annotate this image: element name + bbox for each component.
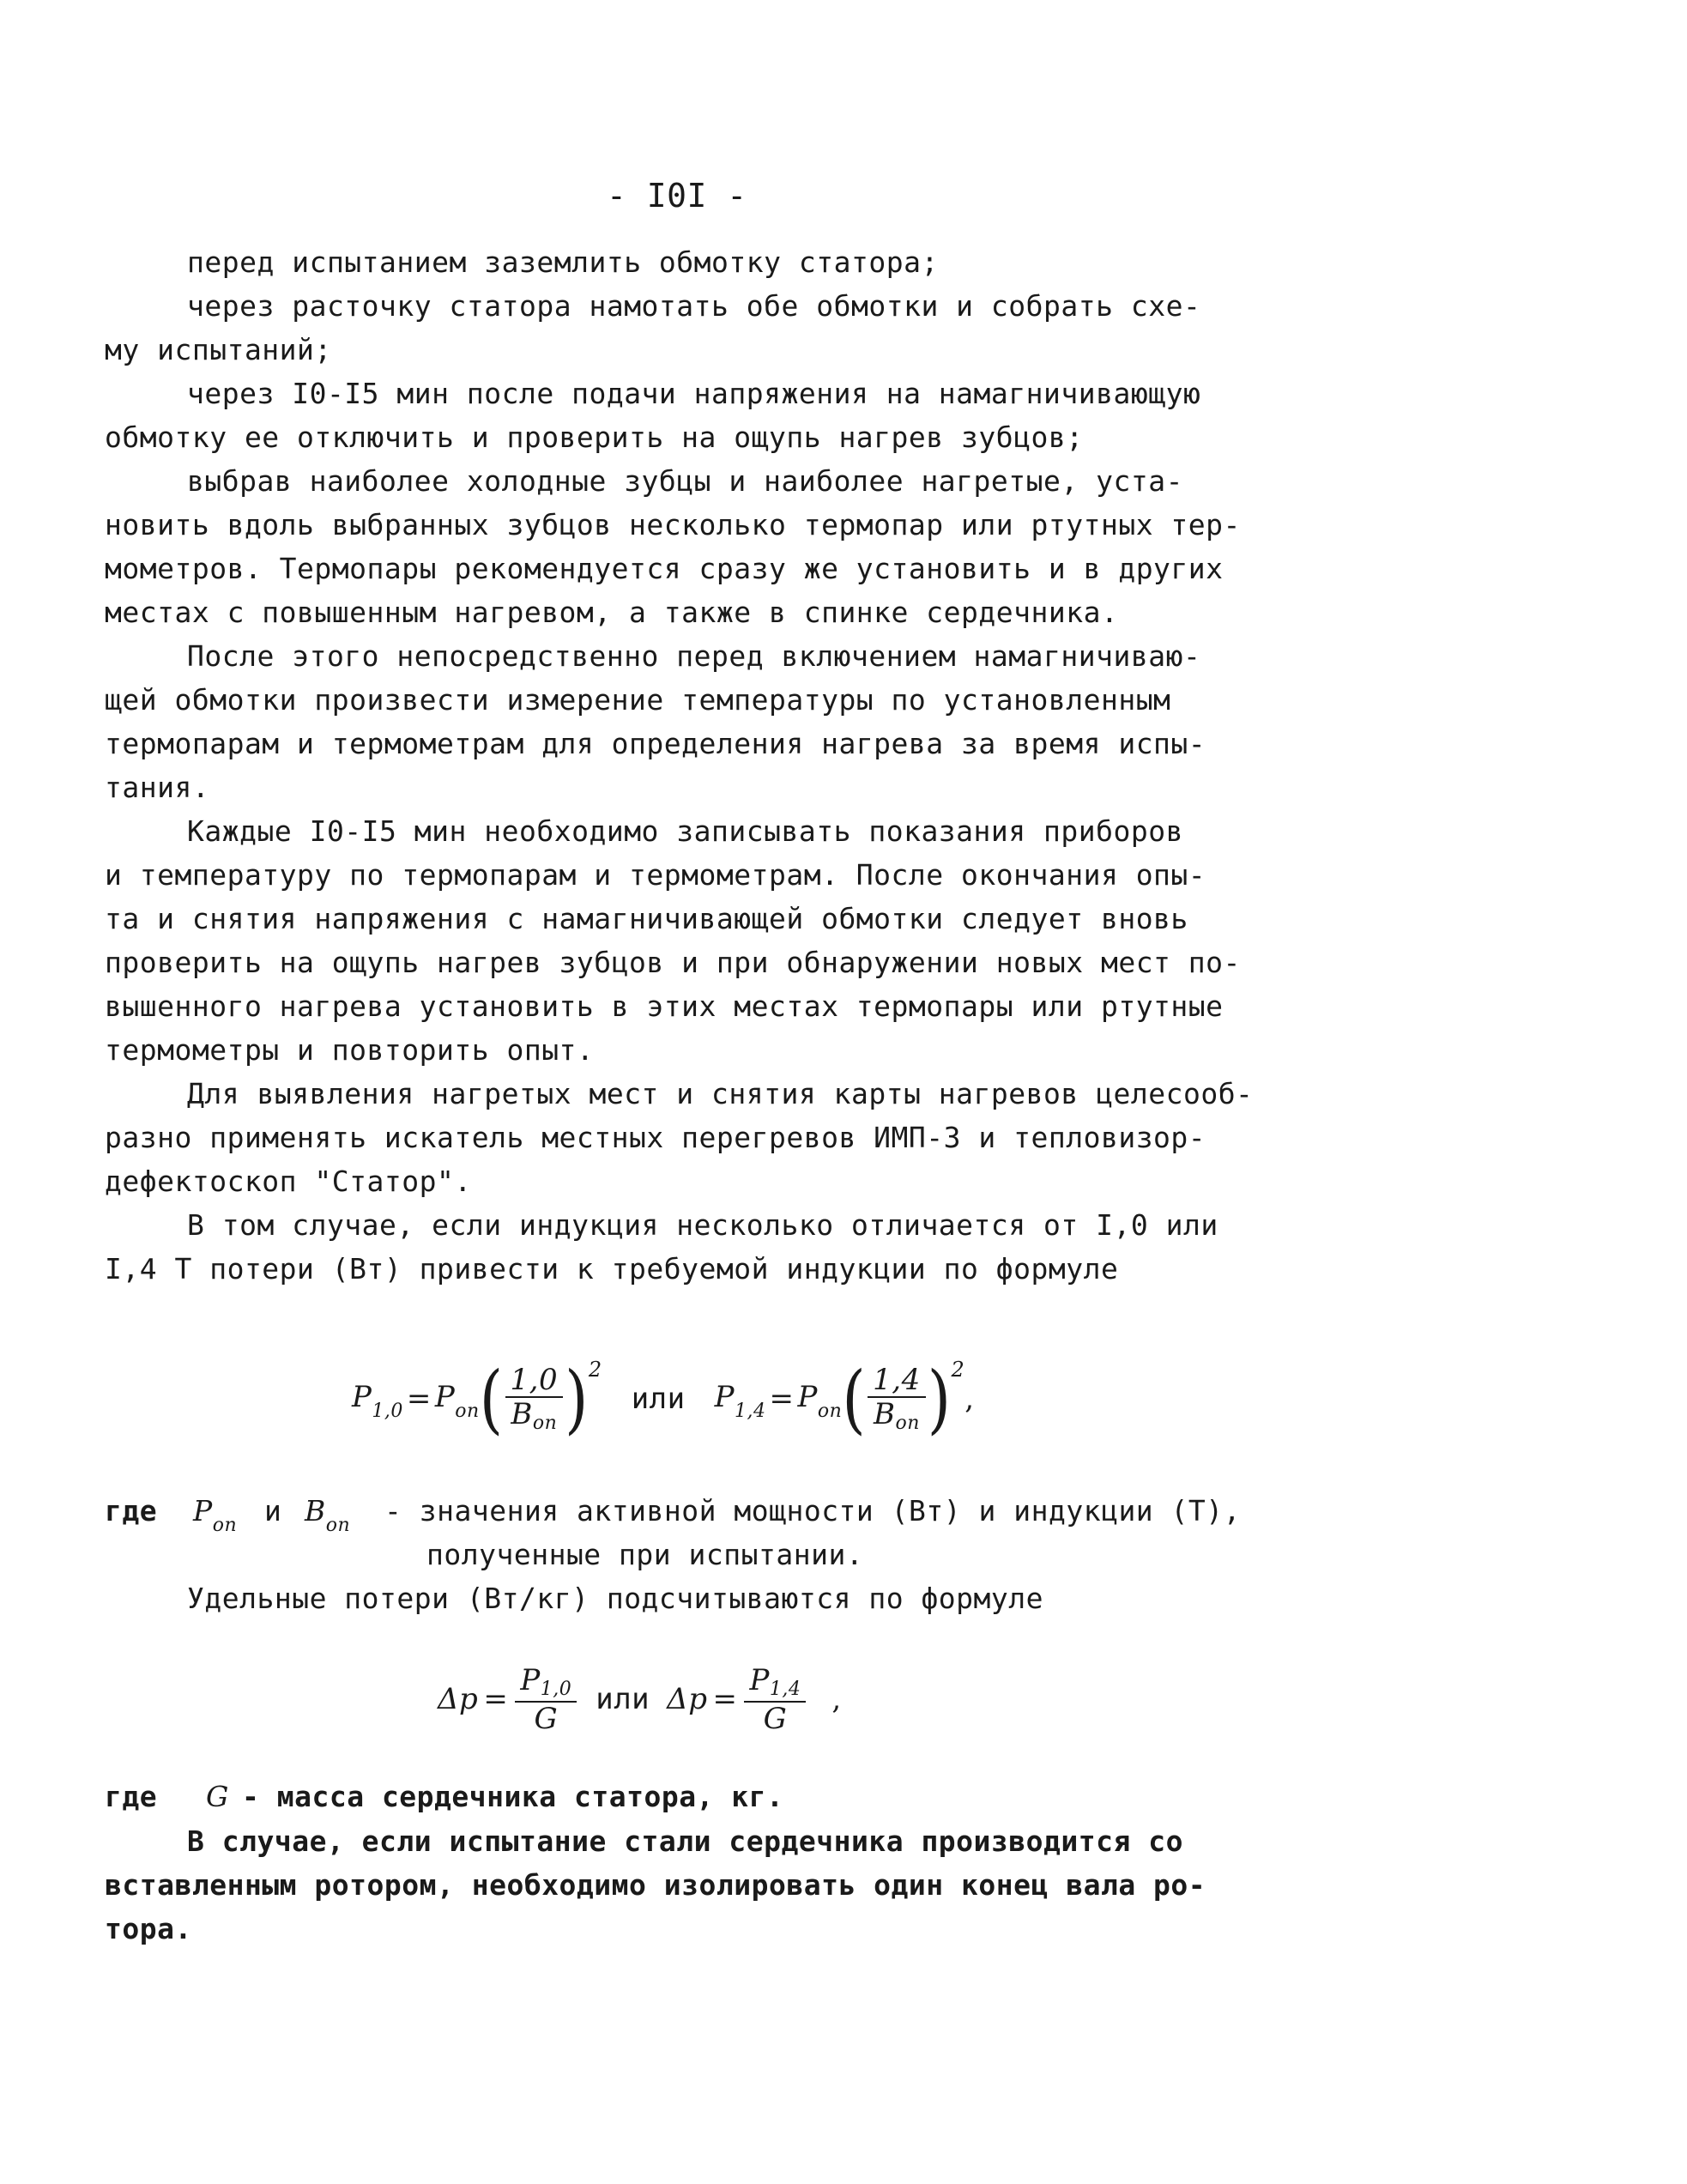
formula-fraction: $\frac{P1,4}{G}$	[744, 1664, 806, 1735]
formula-term: $P_{оп}$	[797, 1379, 843, 1422]
text-line: через расточку статора намотать обе обмотки и собрать схе-	[187, 289, 1201, 323]
formula-term: $P_{оп}$	[434, 1379, 480, 1422]
formula-symbol-g: G	[206, 1780, 229, 1813]
text-line: тора.	[105, 1912, 192, 1945]
text-line: та и снятия напряжения с намагничивающей обмотки следует вновь	[105, 902, 1188, 935]
where-definition: - значения активной мощности (Вт) и индукции (Т),	[384, 1494, 1242, 1528]
formula-specific-loss: Δp = $\frac{P1,0}{G}$ или Δp = $\frac{P1,4}{G}$ ,	[438, 1662, 842, 1736]
text-line: проверить на ощупь нагрев зубцов и при обнаружении новых мест по-	[105, 946, 1241, 979]
where-definition-cont: полученные при испытании.	[426, 1538, 864, 1571]
formula-symbol-p-op: $P_{оп}$	[193, 1494, 238, 1536]
text-line: выбрав наиболее холодные зубцы и наиболее нагретые, уста-	[187, 464, 1183, 498]
text-line: обмотку ее отключить и проверить на ощупь нагрев зубцов;	[105, 420, 1084, 454]
text-line: щей обмотки произвести измерение температуры по установленным	[105, 683, 1171, 717]
text-line: местах с повышенным нагревом, а также в спинке сердечника.	[105, 596, 1119, 629]
formula-fraction: $\frac{1,4}{\text{Bоп}}$	[868, 1364, 926, 1435]
where-and: и	[264, 1494, 282, 1528]
formula-fraction: $\frac{P1,0}{G}$	[515, 1664, 577, 1735]
text-line: В случае, если испытание стали сердечника производится со	[187, 1824, 1183, 1858]
formula-power-conversion: $P_{1,0}$ = $P_{оп}$ ( $\frac{1,0}{\text{Bоп}}$ ) 2 или $P_{1,4}$ = $P_{оп}$ ( $\frac{1,4}{\text{Bоп}}$ ) 2 ,	[352, 1354, 975, 1443]
text-line: термопарам и термометрам для определения нагрева за время испы-	[105, 727, 1206, 760]
text-line: вышенного нагрева установить в этих местах термопары или ртутные	[105, 989, 1224, 1023]
formula-symbol-b-op: $B_{оп}$	[305, 1494, 351, 1536]
formula-fraction: $\frac{1,0}{\text{Bоп}}$	[505, 1364, 564, 1435]
text-line: Для выявления нагретых мест и снятия карты нагревов целесооб-	[187, 1077, 1254, 1110]
formula-term: $P_{1,4}$	[714, 1379, 766, 1422]
text-line: Удельные потери (Вт/кг) подсчитываются по формуле	[187, 1582, 1044, 1615]
text-line: перед испытанием заземлить обмотку статора;	[187, 245, 939, 279]
formula-term: $P_{1,0}$	[352, 1379, 403, 1422]
text-line: разно применять искатель местных перегревов ИМП-3 и тепловизор-	[105, 1121, 1206, 1154]
text-line: Каждые I0-I5 мин необходимо записывать показания приборов	[187, 814, 1183, 848]
text-line: дефектоскоп "Статор".	[105, 1165, 472, 1198]
where-label: где	[105, 1494, 158, 1528]
text-line: вставленным ротором, необходимо изолировать один конец вала ро-	[105, 1868, 1206, 1902]
text-line: мометров. Термопары рекомендуется сразу же установить и в других	[105, 552, 1224, 585]
text-line: новить вдоль выбранных зубцов несколько термопар или ртутных тер-	[105, 508, 1241, 541]
where-label: где	[105, 1780, 158, 1813]
text-line: через I0-I5 мин после подачи напряжения на намагничивающую	[187, 377, 1201, 410]
text-line: В том случае, если индукция несколько отличается от I,0 или	[187, 1208, 1218, 1242]
text-line: I,4 Т потери (Вт) привести к требуемой индукции по формуле	[105, 1252, 1119, 1286]
page-number: - I0I -	[607, 177, 747, 215]
text-line: и температуру по термопарам и термометрам. После окончания опы-	[105, 858, 1206, 892]
text-line: После этого непосредственно перед включением намагничиваю-	[187, 639, 1201, 673]
text-line: му испытаний;	[105, 333, 332, 366]
text-line: термометры и повторить опыт.	[105, 1033, 595, 1067]
text-line: тания.	[105, 771, 210, 804]
where-definition: - масса сердечника статора, кг.	[242, 1780, 784, 1813]
